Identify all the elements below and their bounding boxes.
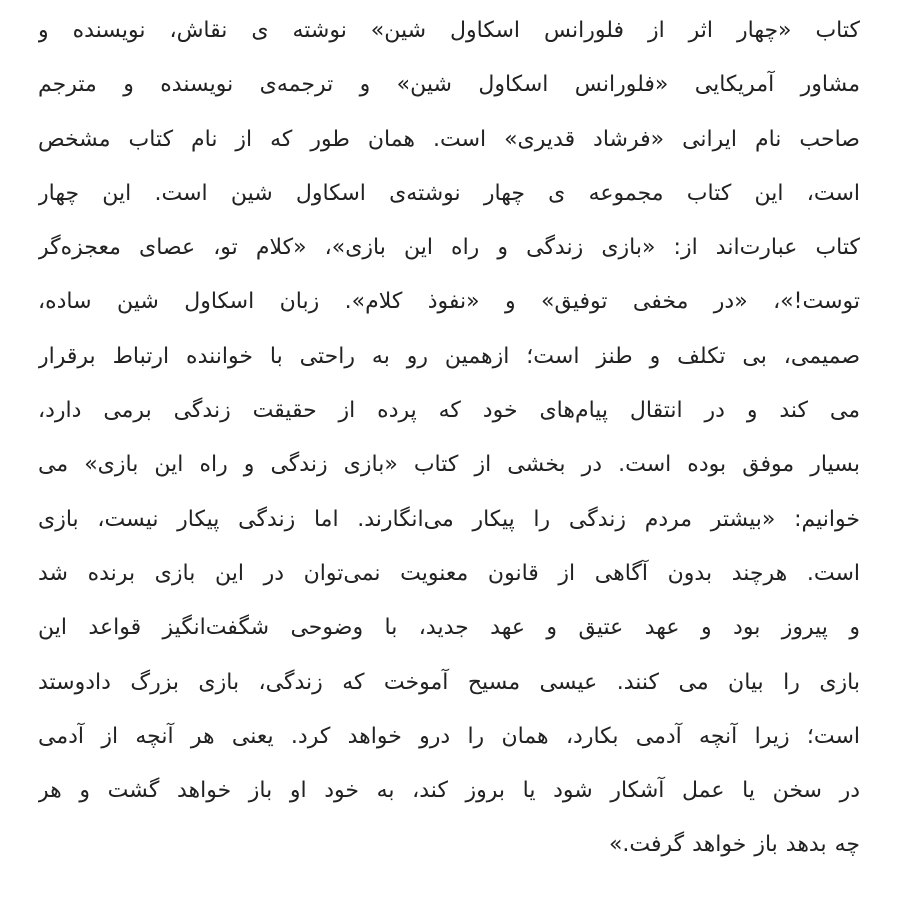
text-line-11: است. هرچند بدون آگاهی از قانون معنویت نمی‌توان در این بازی برنده شد [38, 560, 860, 586]
text-line-10: خوانیم: «بیشتر مردم زندگی را پیکار می‌انگارند. اما زندگی پیکار نیست، بازی [38, 506, 860, 532]
text-line-2: مشاور آمریکایی «فلورانس اسکاول شین» و ترجمه‌ی نویسنده و مترجم [38, 72, 860, 98]
text-line-12: و پیروز بود و عهد عتیق و عهد جدید، با وضوحی شگفت‌انگیز قواعد این [38, 615, 860, 641]
text-line-7: صمیمی، بی تکلف و طنز است؛ ازهمین رو به راحتی با خواننده ارتباط برقرار [38, 343, 860, 369]
text-line-5: کتاب عبارت‌اند از: «بازی زندگی و راه این بازی»، «کلام تو، عصای معجزه‌گر [38, 235, 860, 261]
text-line-1: کتاب «چهار اثر از فلورانس اسکاول شین» نوشته ی نقاش، نویسنده و [38, 18, 860, 43]
text-line-4: است، این کتاب مجموعه ی چهار نوشته‌ی اسکاول شین است. این چهار [38, 180, 860, 206]
text-line-9: بسیار موفق بوده است. در بخشی از کتاب «بازی زندگی و راه این بازی» می [38, 452, 860, 478]
text-line-16: چه بدهد باز خواهد گرفت.» [608, 832, 860, 858]
text-line-14: است؛ زیرا آنچه آدمی بکارد، همان را درو خواهد کرد. یعنی هر آنچه از آدمی [38, 723, 860, 749]
text-line-15: در سخن یا عمل آشکار شود یا بروز کند، به خود او باز خواهد گشت و هر [38, 778, 860, 804]
text-line-3: صاحب نام ایرانی «فرشاد قدیری» است. همان طور که از نام کتاب مشخص [38, 126, 860, 152]
text-line-6: توست!»، «در مخفی توفیق» و «نفوذ کلام». زبان اسکاول شین ساده، [38, 289, 860, 315]
document-body [38, 4, 860, 873]
text-line-8: می کند و در انتقال پیام‌های خود که پرده از حقیقت زندگی برمی دارد، [38, 398, 860, 424]
text-line-13: بازی را بیان می کنند. عیسی مسیح آموخت که زندگی، بازی بزرگ دادوستد [38, 669, 860, 695]
